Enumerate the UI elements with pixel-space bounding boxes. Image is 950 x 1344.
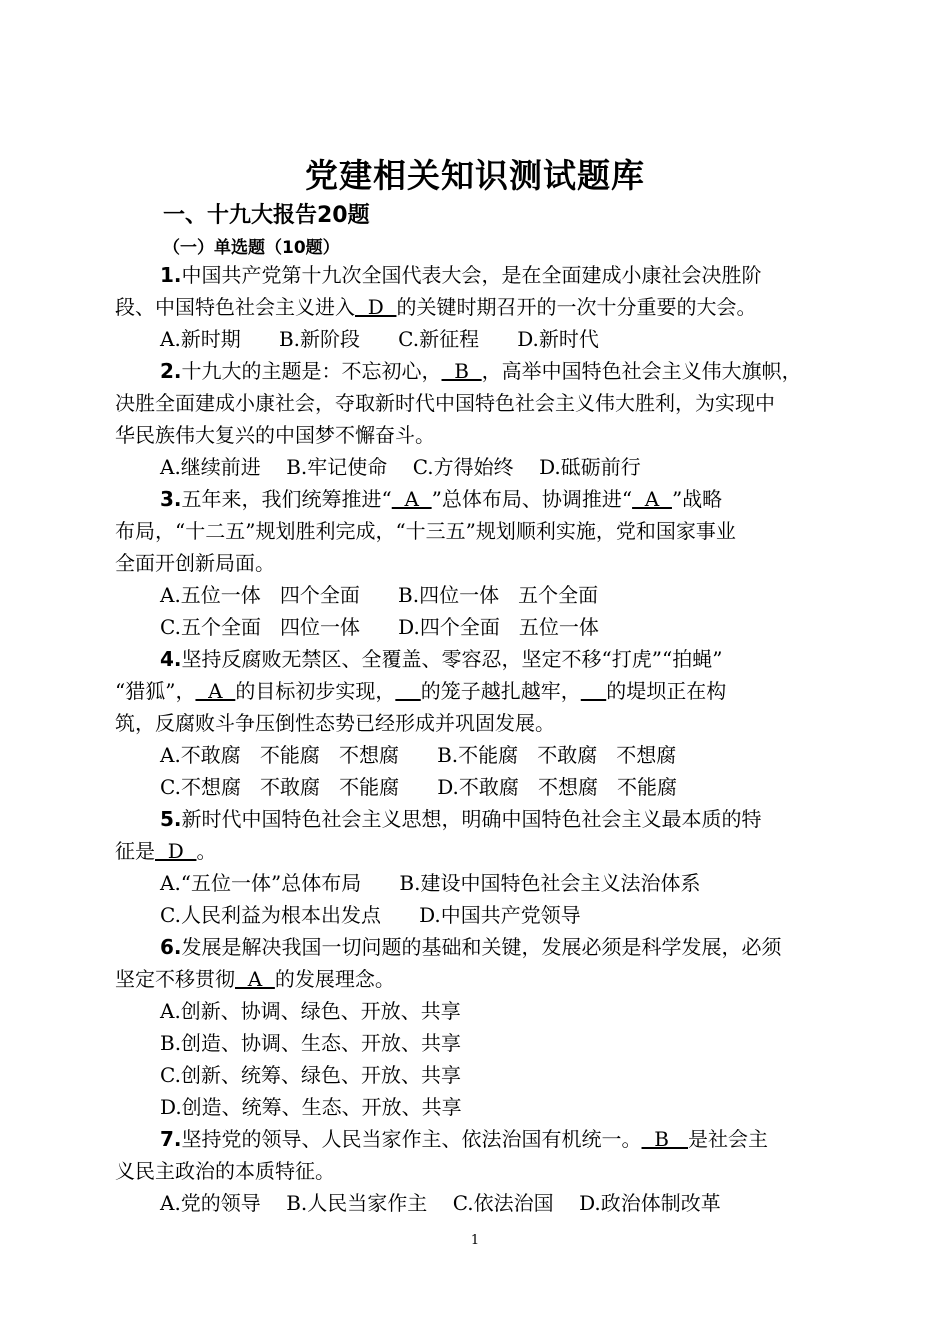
question-number: 7. — [160, 1127, 182, 1151]
question-3-line-3: 全面开创新局面。 — [115, 551, 275, 575]
section-heading: 一、十九大报告20题 — [163, 203, 370, 228]
question-6-option-d: D.创造、统筹、生态、开放、共享 — [160, 1095, 462, 1119]
answer-blank: B — [441, 359, 482, 383]
question-3-options-2: C.五个全面 四位一体 D.四个全面 五位一体 — [160, 615, 599, 639]
question-5-options-1: A.“五位一体”总体布局 B.建设中国特色社会主义法治体系 — [160, 871, 701, 895]
question-number: 1. — [160, 263, 182, 287]
question-5-line-1: 5.新时代中国特色社会主义思想，明确中国特色社会主义最本质的特 — [160, 807, 762, 831]
question-1-line-1: 1.中国共产党第十九次全国代表大会，是在全面建成小康社会决胜阶 — [160, 263, 762, 287]
question-number: 3. — [160, 487, 182, 511]
question-7-line-1: 7.坚持党的领导、人民当家作主、依法治国有机统一。 B 是社会主 — [160, 1127, 768, 1151]
question-3-line-1: 3.五年来，我们统筹推进“ A ”总体布局、协调推进“ A ”战略 — [160, 487, 723, 511]
answer-blank: D — [155, 839, 197, 863]
answer-blank: A — [391, 487, 432, 511]
question-4-options-1: A.不敢腐 不能腐 不想腐 B.不能腐 不敢腐 不想腐 — [160, 743, 677, 767]
subsection-heading: （一）单选题（10题） — [163, 238, 340, 258]
answer-blank: A — [632, 487, 672, 511]
question-number: 4. — [160, 647, 182, 671]
question-number: 5. — [160, 807, 182, 831]
question-6-line-2: 坚定不移贯彻 A 的发展理念。 — [115, 967, 395, 991]
answer-blank: A — [195, 679, 236, 703]
answer-blank: D — [355, 295, 397, 319]
question-number: 6. — [160, 935, 182, 959]
answer-blank: A — [235, 967, 275, 991]
question-4-line-3: 筑，反腐败斗争压倒性态势已经形成并巩固发展。 — [115, 711, 555, 735]
empty-blank — [581, 679, 606, 703]
question-1-options: A.新时期 B.新阶段 C.新征程 D.新时代 — [160, 327, 599, 351]
question-4-line-2: “猎狐”， A 的目标初步实现， 的笼子越扎越牢， 的堤坝正在构 — [115, 679, 727, 703]
question-1-line-2: 段、中国特色社会主义进入 D 的关键时期召开的一次十分重要的大会。 — [115, 295, 757, 319]
document-title: 党建相关知识测试题库 — [305, 156, 645, 195]
question-3-line-2: 布局，“十二五”规划胜利完成，“十三五”规划顺利实施，党和国家事业 — [115, 519, 736, 543]
question-6-option-c: C.创新、统筹、绿色、开放、共享 — [160, 1063, 461, 1087]
page-number: 1 — [470, 1233, 480, 1248]
question-5-line-2: 征是 D 。 — [115, 839, 217, 863]
question-6-line-1: 6.发展是解决我国一切问题的基础和关键，发展必须是科学发展，必须 — [160, 935, 782, 959]
answer-blank: B — [641, 1127, 688, 1151]
empty-blank — [395, 679, 420, 703]
question-number: 2. — [160, 359, 182, 383]
question-2-line-2: 决胜全面建成小康社会，夺取新时代中国特色社会主义伟大胜利，为实现中 — [115, 391, 775, 415]
question-7-options: A.党的领导 B.人民当家作主 C.依法治国 D.政治体制改革 — [160, 1191, 721, 1215]
question-4-line-1: 4.坚持反腐败无禁区、全覆盖、零容忍，坚定不移“打虎”“拍蝇” — [160, 647, 723, 671]
question-6-option-a: A.创新、协调、绿色、开放、共享 — [160, 999, 461, 1023]
question-3-options-1: A.五位一体 四个全面 B.四位一体 五个全面 — [160, 583, 599, 607]
question-2-line-3: 华民族伟大复兴的中国梦不懈奋斗。 — [115, 423, 435, 447]
question-4-options-2: C.不想腐 不敢腐 不能腐 D.不敢腐 不想腐 不能腐 — [160, 775, 678, 799]
question-5-options-2: C.人民利益为根本出发点 D.中国共产党领导 — [160, 903, 581, 927]
question-2-line-1: 2.十九大的主题是：不忘初心， B ，高举中国特色社会主义伟大旗帜， — [160, 359, 802, 383]
question-7-line-2: 义民主政治的本质特征。 — [115, 1159, 335, 1183]
question-2-options: A.继续前进 B.牢记使命 C.方得始终 D.砥砺前行 — [160, 455, 641, 479]
question-6-option-b: B.创造、协调、生态、开放、共享 — [160, 1031, 462, 1055]
